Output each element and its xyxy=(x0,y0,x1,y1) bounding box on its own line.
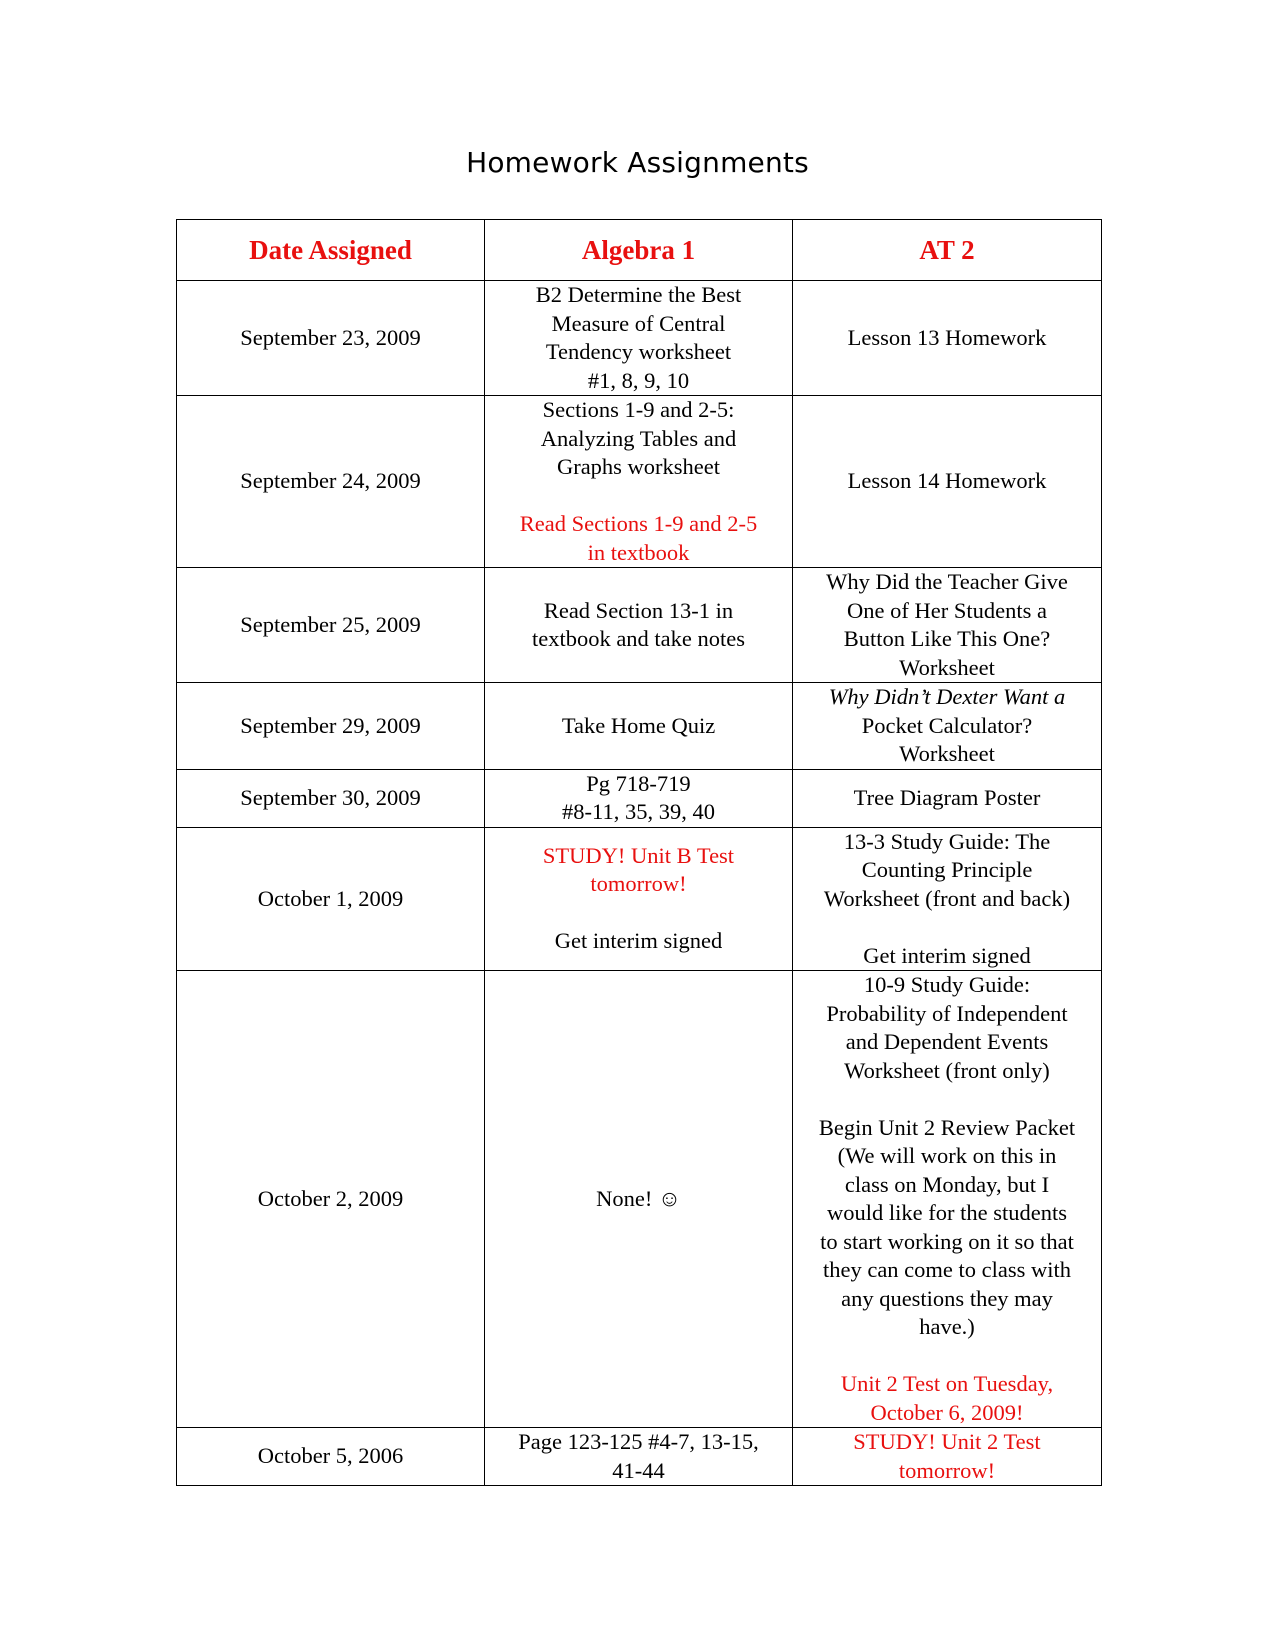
algebra-cell: STUDY! Unit B Test tomorrow! Get interim signed xyxy=(485,827,793,971)
at2-cell: Tree Diagram Poster xyxy=(793,769,1102,827)
date-cell: September 30, 2009 xyxy=(177,769,485,827)
at2-cell: Lesson 14 Homework xyxy=(793,396,1102,568)
date-cell: September 29, 2009 xyxy=(177,683,485,770)
page-title: Homework Assignments xyxy=(466,146,809,179)
date-cell: September 23, 2009 xyxy=(177,281,485,396)
at2-cell: 13-3 Study Guide: The Counting Principle Worksheet (front and back) Get interim signed xyxy=(793,827,1102,971)
algebra-cell: None! ☺ xyxy=(485,971,793,1428)
date-cell: October 2, 2009 xyxy=(177,971,485,1428)
table-row xyxy=(177,683,1102,770)
at2-cell: Why Did the Teacher Give One of Her Students a Button Like This One? Worksheet xyxy=(793,568,1102,683)
algebra-cell: Pg 718-719 #8-11, 35, 39, 40 xyxy=(485,769,793,827)
at2-cell: 10-9 Study Guide: Probability of Independent and Dependent Events Worksheet (front only) Begin Unit 2 Review Packet (We will work on this in class on Monday, but I would like for the students to start working on it so that they can come to class with any questions they may have.) Unit 2 Test on Tuesday, October 6, 2009! xyxy=(793,971,1102,1428)
at2-cell: Why Didn’t Dexter Want a Pocket Calculator? Worksheet xyxy=(793,683,1102,770)
study-unit-b-note: STUDY! Unit B Test xyxy=(542,842,735,868)
header-row xyxy=(177,220,1102,281)
date-cell: September 24, 2009 xyxy=(177,396,485,568)
algebra-cell: Page 123-125 #4-7, 13-15, 41-44 xyxy=(485,1428,793,1486)
header-at-2: AT 2 xyxy=(793,220,1102,281)
header-date-assigned: Date Assigned xyxy=(177,220,485,281)
at2-cell: STUDY! Unit 2 Test tomorrow! xyxy=(793,1428,1102,1486)
date-cell: October 5, 2006 xyxy=(177,1428,485,1486)
algebra-cell: Read Section 13-1 in textbook and take notes xyxy=(485,568,793,683)
table-row xyxy=(177,396,1102,568)
table-row xyxy=(177,827,1102,971)
date-cell: September 25, 2009 xyxy=(177,568,485,683)
homework-table xyxy=(176,219,1102,1486)
at2-cell: Lesson 13 Homework xyxy=(793,281,1102,396)
date-cell: October 1, 2009 xyxy=(177,827,485,971)
study-unit-2-note: STUDY! Unit 2 Test xyxy=(853,1429,1041,1454)
read-sections-note: Read Sections 1-9 and 2-5 xyxy=(519,511,758,536)
table-row xyxy=(177,769,1102,827)
algebra-cell: Take Home Quiz xyxy=(485,683,793,770)
table-row xyxy=(177,281,1102,396)
algebra-cell: Sections 1-9 and 2-5: Analyzing Tables and Graphs worksheet Read Sections 1-9 and 2-5 in textbook xyxy=(485,396,793,568)
unit-2-test-note: Unit 2 Test on Tuesday, xyxy=(840,1371,1054,1396)
table-row xyxy=(177,971,1102,1428)
table-row xyxy=(177,1428,1102,1486)
algebra-cell: B2 Determine the Best Measure of Central Tendency worksheet #1, 8, 9, 10 xyxy=(485,281,793,396)
header-algebra-1: Algebra 1 xyxy=(485,220,793,281)
table-row xyxy=(177,568,1102,683)
